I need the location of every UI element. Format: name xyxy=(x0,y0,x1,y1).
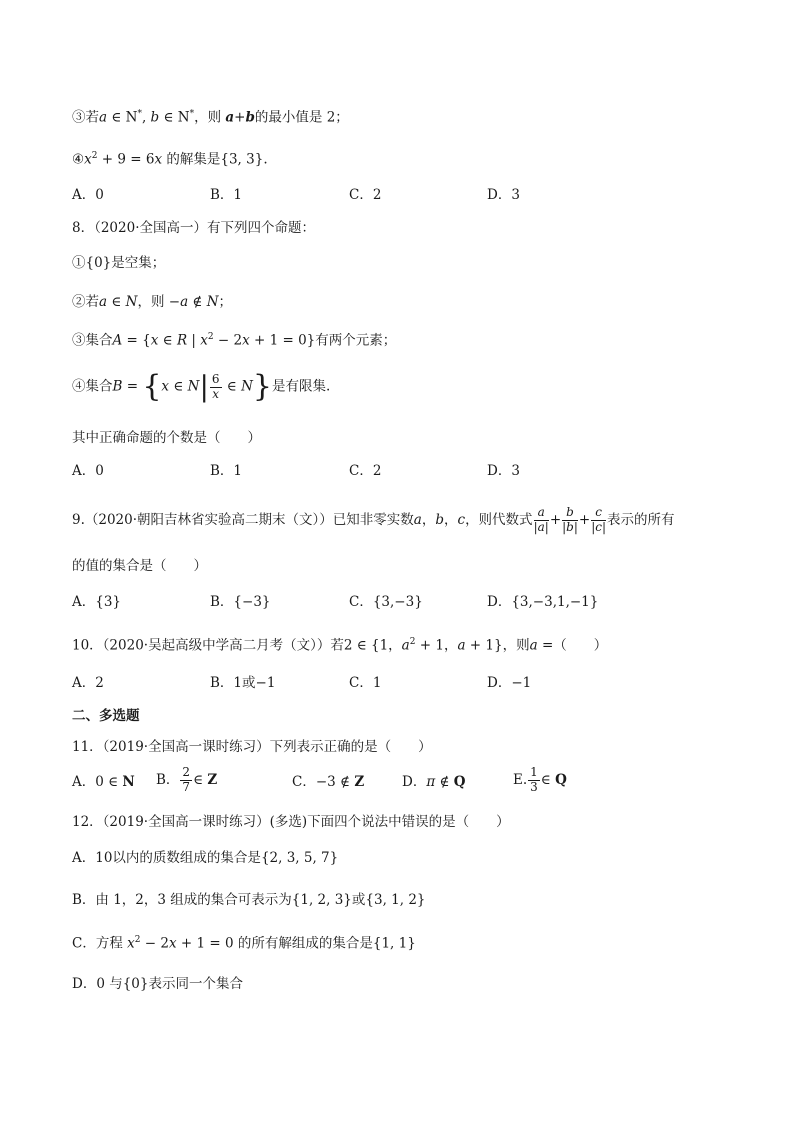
q12-option-d-suffix: 表示同一个集合 xyxy=(148,976,243,992)
q8-option-c: C．2 xyxy=(349,463,382,479)
q10-option-a: A．2 xyxy=(72,675,104,691)
q11-option-c: C．−3 ∉ Z xyxy=(292,774,365,790)
q9-option-b: B．{−3} xyxy=(210,594,271,610)
q7-item4-period: . xyxy=(263,151,268,168)
q11-option-e-label: E. xyxy=(513,771,528,788)
q8-item1: ①{0}是空集； xyxy=(72,255,166,271)
q12-stem: 12．（2019·全国高一课时练习）(多选)下面四个说法中错误的是（ ） xyxy=(72,814,510,830)
q8-item3: ③集合A = {x ∈ R | $x^2 - 2x + 1 = 0$}有两个元素； xyxy=(72,332,397,349)
q8-option-b: B．1 xyxy=(210,463,243,479)
q11-option-d: D．π ∉ Q xyxy=(402,774,466,790)
q10-option-d: D．−1 xyxy=(487,675,532,691)
q12-option-b-or: 或 xyxy=(351,892,366,908)
q12-option-b: B．由 1，2，3 组成的集合可表示为{1, 2, 3}或{3, 1, 2} xyxy=(72,892,426,908)
q12-option-c: C．方程 $x^2 - 2x + 1 = 0$ 的所有解组成的集合是{1, 1} xyxy=(72,935,416,952)
section-heading: 二、多选题 xyxy=(72,708,140,724)
q9-stem-line2: 的值的集合是（ ） xyxy=(72,558,207,574)
q12-option-d-prefix: D．0 与 xyxy=(72,976,123,992)
q7-option-a: A．0 xyxy=(72,187,104,203)
q8-item2-prefix: ②若 xyxy=(72,294,99,310)
q10-option-c: C．1 xyxy=(349,675,382,691)
q8-item4-suffix: 是有限集. xyxy=(272,378,331,395)
q8-option-d: D．3 xyxy=(487,463,520,479)
q8-item4-prefix: ④集合 xyxy=(72,378,113,395)
q7-option-b: B．1 xyxy=(210,187,243,203)
q12-option-b-text: B．由 1，2，3 组成的集合可表示为 xyxy=(72,892,292,908)
q7-item4-suffix: 的解集是 xyxy=(166,151,221,168)
q12-option-d: D．0 与{0}表示同一个集合 xyxy=(72,976,243,992)
q12-option-a: A．10以内的质数组成的集合是{2, 3, 5, 7} xyxy=(72,850,339,866)
q10-stem-end: （ ） xyxy=(553,637,608,654)
q9-option-a: A．{3} xyxy=(72,594,122,610)
q12-option-c-prefix: C．方程 xyxy=(72,935,123,952)
q11-option-b: B． $\frac{2}{7}$ ∈ Z xyxy=(156,765,218,794)
q8-item3-prefix: ③集合 xyxy=(72,332,113,349)
q9-stem: 9.（2020·朝阳吉林省实验高二期末（文））已知非零实数a，b，c，则代数式 $\frac{a}{|a|}$ + $\frac{b}{|b|}$ + $\frac{c}{|c|}$ 表示的所有 xyxy=(72,505,675,534)
q8-item1-text: 是空集； xyxy=(111,255,166,271)
q8-item2: ②若a ∈ N，则 −a ∉ N； xyxy=(72,294,233,310)
q12-option-a-text: A．10以内的质数组成的集合是 xyxy=(72,850,261,866)
q9-option-d: D．{3,−3,1,−1} xyxy=(487,594,599,610)
q7-item4-prefix: ④ xyxy=(72,151,85,168)
q11-option-b-label: B． xyxy=(156,771,180,788)
q7-item3-math: a xyxy=(99,109,108,126)
q8-item4: ④集合B = {x ∈ N| $\frac{6}{x}$ ∈ N}是有限集. xyxy=(72,369,331,404)
q7-option-d: D．3 xyxy=(487,187,520,203)
q11-option-c-label: C． xyxy=(292,774,316,790)
q7-item3-suffix: 的最小值是 2； xyxy=(254,109,349,126)
q11-option-d-label: D． xyxy=(402,774,427,790)
q8-item2-suffix: ； xyxy=(218,294,233,310)
q10-stem: 10．（2020·吴起高级中学高二月考（文））若2 ∈ {1，$a^2 + 1$，a + 1}，则a =（ ） xyxy=(72,637,608,654)
q11-option-a-label: A． xyxy=(72,774,96,790)
q11-stem: 11．（2019·全国高一课时练习）下列表示正确的是（ ） xyxy=(72,739,432,755)
q9-stem-prefix: 9.（2020·朝阳吉林省实验高二期末（文））已知非零实数 xyxy=(72,511,414,528)
q8-option-a: A．0 xyxy=(72,463,104,479)
q9-option-c: C．{3,−3} xyxy=(349,594,423,610)
q7-item4: $④x^2 + 9 = 6x$ 的解集是{3, 3}. xyxy=(72,151,268,168)
q9-stem-middle: ，则代数式 xyxy=(465,511,533,528)
q11-option-e: E. $\frac{1}{3}$ ∈ Q xyxy=(513,765,567,794)
q7-option-c: C．2 xyxy=(349,187,382,203)
q7-item3-prefix: ③若 xyxy=(72,109,99,126)
q11-option-a: A．0 ∈ N xyxy=(72,774,135,790)
q8-item3-suffix: 有两个元素； xyxy=(315,332,397,349)
q8-question: 其中正确命题的个数是（ ） xyxy=(72,430,261,446)
q10-option-b: B．1或−1 xyxy=(210,675,276,691)
q8-stem: 8．（2020·全国高一）有下列四个命题： xyxy=(72,220,315,236)
q7-item3: ③若a ∈ N*, b ∈ N*，则 a+b的最小值是 2； xyxy=(72,109,349,126)
q10-stem-prefix: 10．（2020·吴起高级中学高二月考（文））若 xyxy=(72,637,344,654)
q9-stem-suffix: 表示的所有 xyxy=(607,511,675,528)
q12-option-c-suffix: 的所有解组成的集合是 xyxy=(237,935,373,952)
q10-stem-then: ，则 xyxy=(502,637,530,654)
